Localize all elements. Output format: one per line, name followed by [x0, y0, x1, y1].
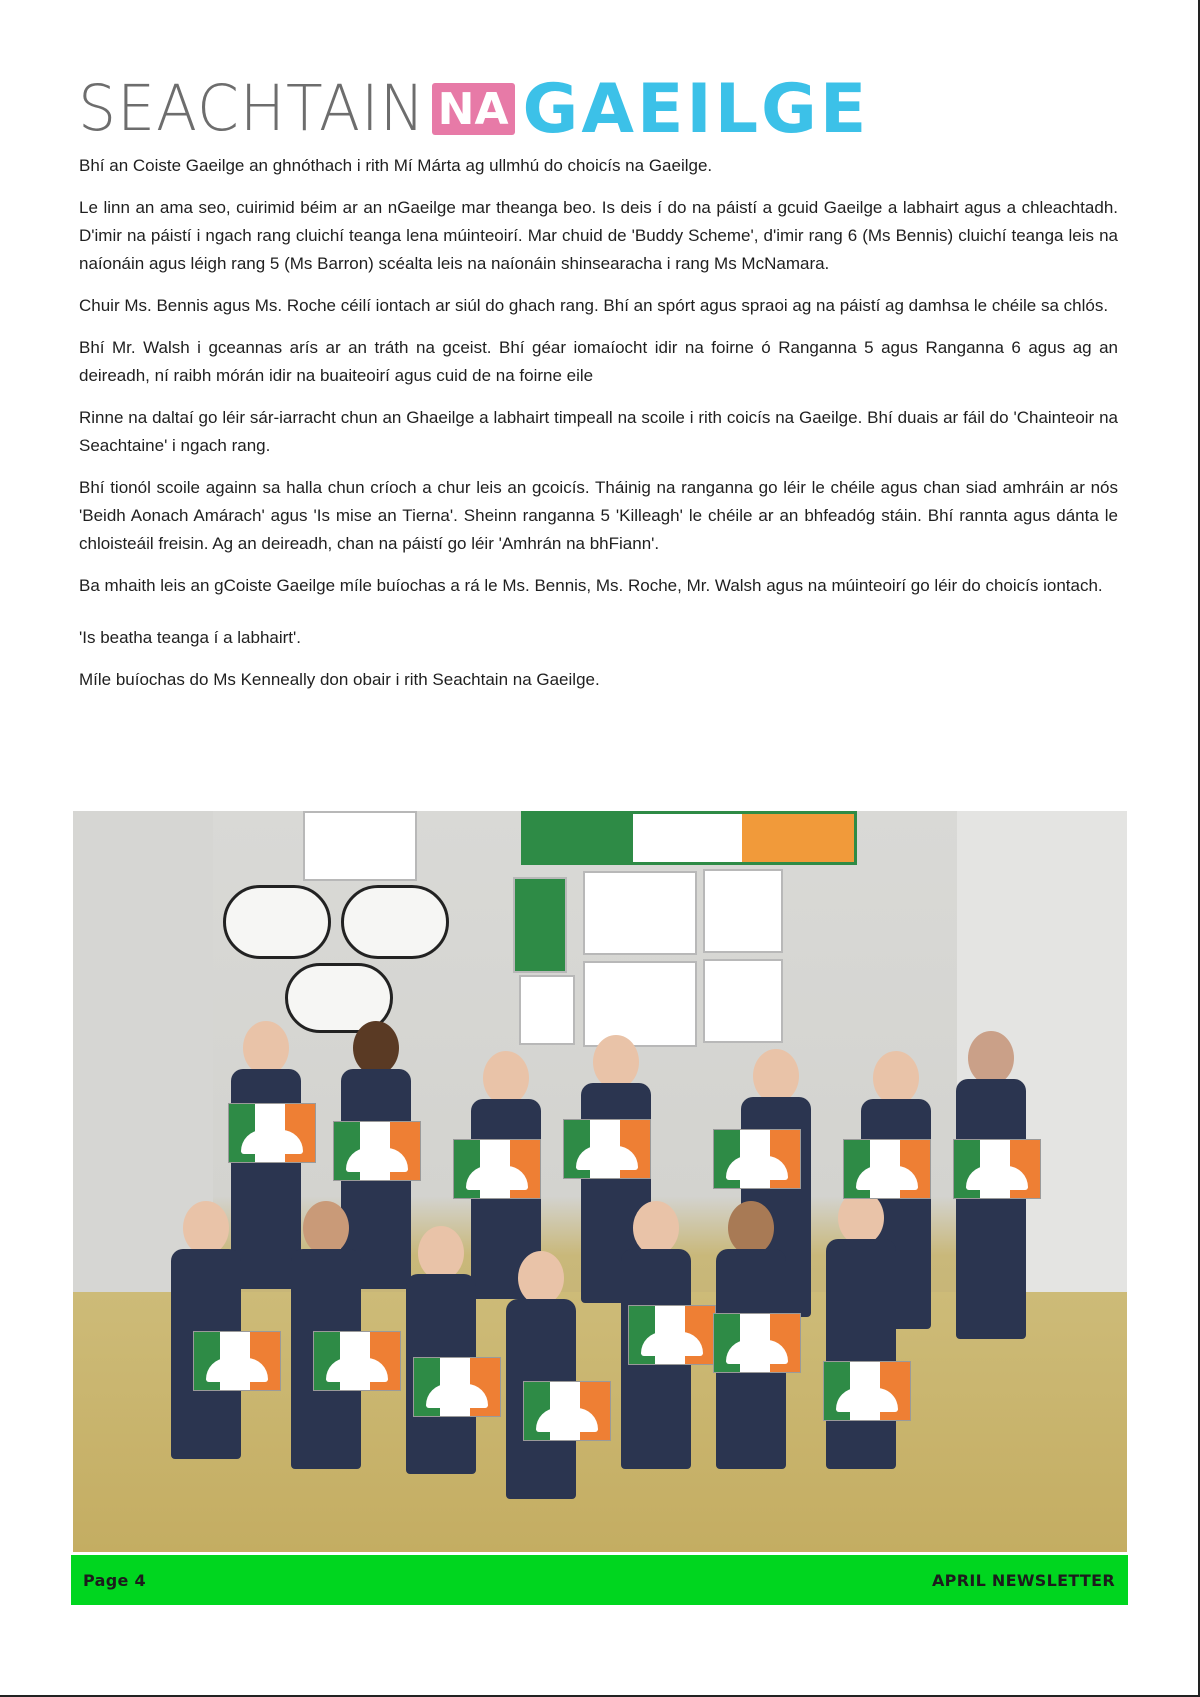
article-paragraph-6: Bhí tionól scoile againn sa halla chun críoch a chur leis an gcoicís. Tháinig na ranganna go léir le chéile agus chan siad amhráin ar nós 'Beidh Aonach Amárach' agus 'Is mise an Tierna'. Sheinn ranganna 5 'Killeagh' le chéile ar an bhfeadóg stáin. Bhí rannta agus dánta le chloisteáil freisin. Ag an deireadh, chan na páistí go léir 'Amhrán na bhFiann'. — [79, 478, 1118, 553]
photo-poster-4 — [703, 869, 783, 953]
photo-speech-bubble-2 — [341, 885, 449, 959]
article-paragraph-1: Bhí an Coiste Gaeilge an ghnóthach i rith Mí Márta ag ullmhú do choicís na Gaeilge. — [79, 156, 713, 175]
footer-newsletter-title: APRIL NEWSLETTER — [931, 1570, 1115, 1590]
article-paragraph-2: Le linn an ama seo, cuirimid béim ar an nGaeilge mar theanga beo. Is deis í do na páistí a gcuid Gaeilge a labhairt agus a chleachtadh. D'imir na páistí i ngach rang cluichí teanga lena múinteoirí. Mar chuid de 'Buddy Scheme', d'imir rang 6 (Ms Bennis) cluichí teanga leis na naíonáin agus léigh rang 5 (Ms Barron) scéalta leis na naíonáin shinsearacha i rang Ms McNamara. — [79, 198, 1118, 273]
masthead-word-na: NA — [432, 83, 515, 135]
photo-banner-poster — [521, 811, 857, 865]
masthead-word-gaeilge: GAEILGE — [522, 69, 870, 149]
footer-bar — [71, 1555, 1128, 1605]
photo-poster-bain-triail — [513, 877, 567, 973]
photo-poster-2 — [583, 871, 697, 955]
article-body — [79, 152, 1118, 708]
masthead-logo — [78, 69, 870, 149]
article-paragraph-4: Bhí Mr. Walsh i gceannas arís ar an tráth na gceist. Bhí géar iomaíocht idir na foirne ó Ranganna 5 agus Ranganna 6 agus ag an deireadh, ní raibh mórán idir na buaiteoirí agus cuid de na foirne eile — [79, 338, 1118, 385]
photo-poster-la-fheile — [303, 811, 417, 881]
article-paragraph-7: Ba mhaith leis an gCoiste Gaeilge míle buíochas a rá le Ms. Bennis, Ms. Roche, Mr. Walsh agus na múinteoirí go léir do choicís iontach. — [79, 576, 1103, 595]
article-thanks: Míle buíochas do Ms Kenneally don obair i rith Seachtain na Gaeilge. — [79, 670, 600, 689]
masthead-word-seachtain: SEACHTAIN — [78, 72, 426, 146]
article-paragraph-5: Rinne na daltaí go léir sár-iarracht chun an Ghaeilge a labhairt timpeall na scoile i rith coicís na Gaeilge. Bhí duais ar fáil do 'Chainteoir na Seachtaine' i ngach rang. — [79, 408, 1118, 455]
article-paragraph-3: Chuir Ms. Bennis agus Ms. Roche céilí iontach ar siúl do ghach rang. Bhí an spórt agus spraoi ag na páistí ag damhsa le chéile sa chlós. — [79, 296, 1109, 315]
photo-speech-bubble-1 — [223, 885, 331, 959]
article-quote: 'Is beatha teanga í a labhairt'. — [79, 628, 301, 647]
footer-page-number: Page 4 — [83, 1570, 146, 1590]
group-photo — [73, 811, 1127, 1552]
photo-children-group — [153, 1021, 1053, 1481]
